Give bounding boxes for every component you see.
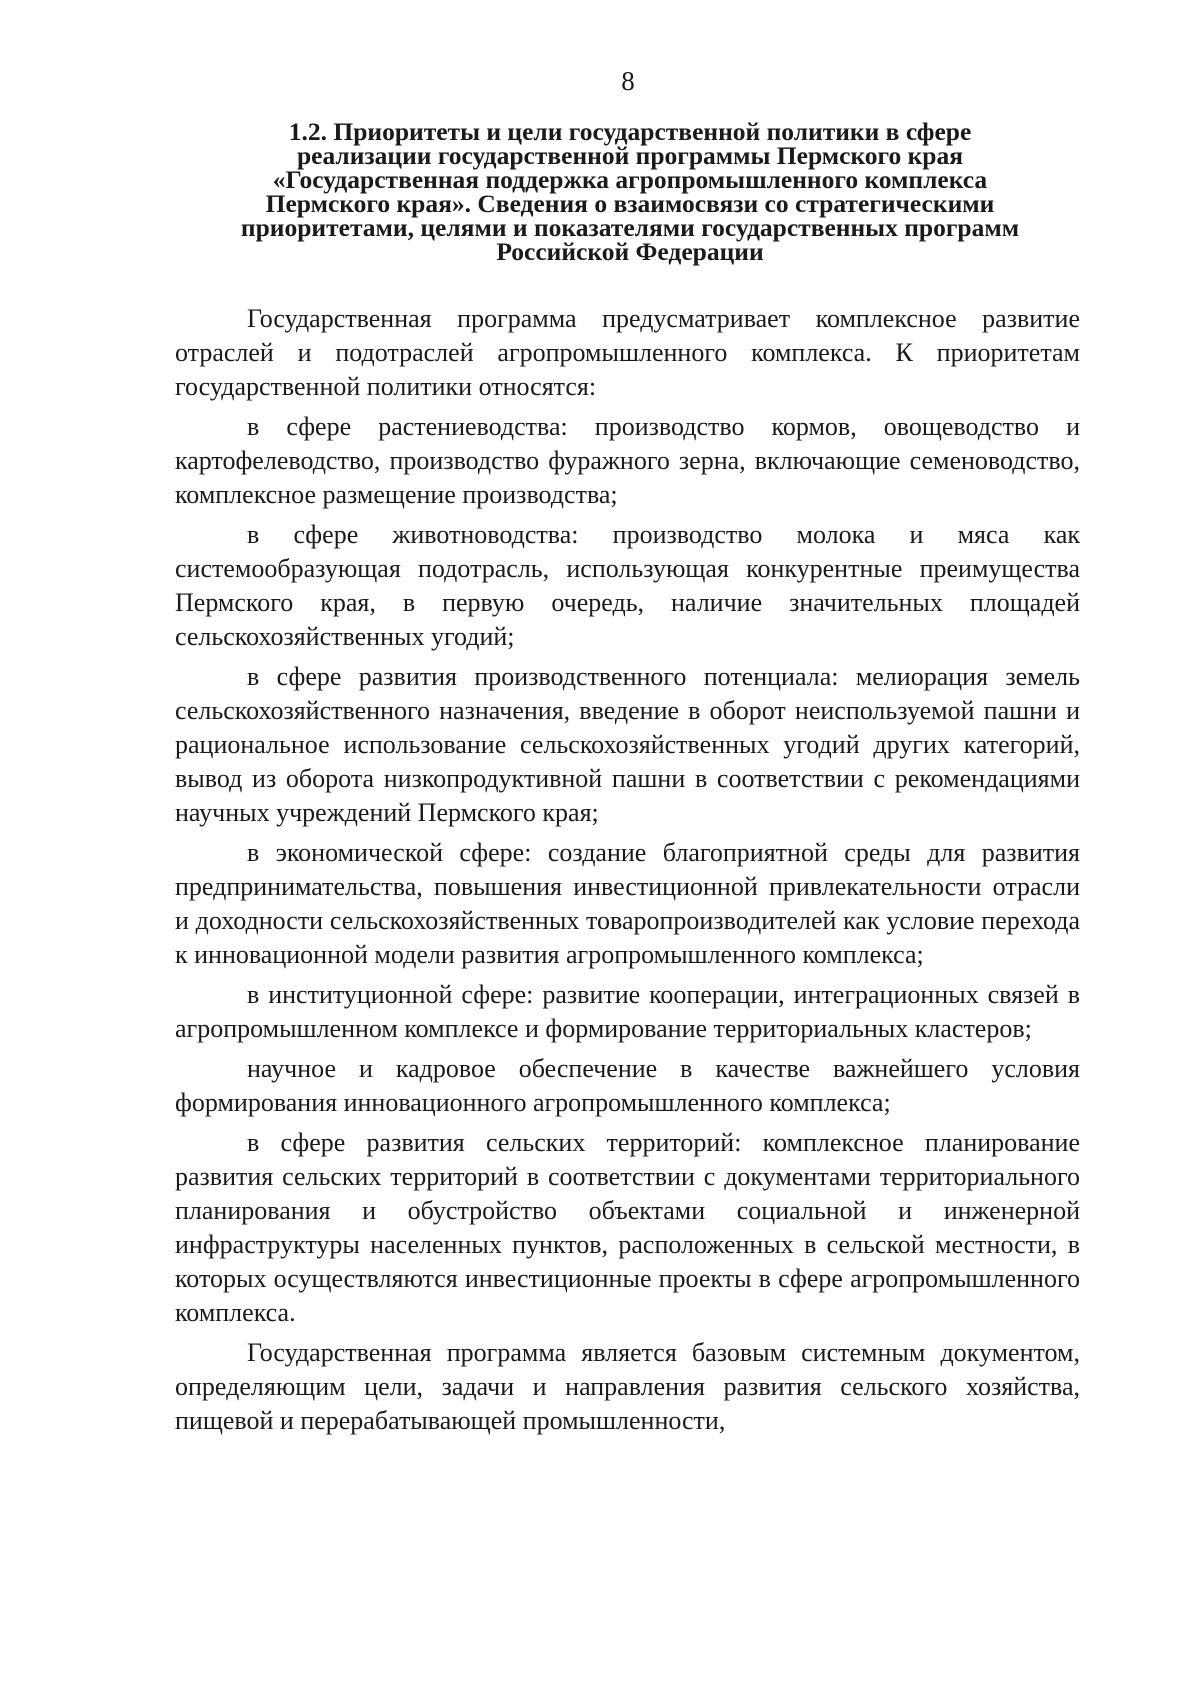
paragraph-institutional: в институционной сфере: развитие кооперации, интеграционных связей в агропромышленном комплексе и формирование территориальных кластеров; [175, 980, 1080, 1043]
paragraph-production-potential: в сфере развития производственного потенциала: мелиорация земель сельскохозяйственного назначения, введение в оборот неиспользуемой пашни и рациональное использование сельскохозяйственных угодий других категорий, вывод из оборота низкопродуктивной пашни в соответствии с рекомендациями научных учреждений Пермского края; [175, 662, 1080, 827]
paragraph-economic: в экономической сфере: создание благоприятной среды для развития предпринимательства, повышения инвестиционной привлекательности отрасли и доходности сельскохозяйственных товаропроизводителей как условие перехода к инновационной модели развития агропромышленного комплекса; [175, 838, 1080, 969]
heading-line: Российской Федерации [496, 237, 764, 266]
heading-line: реализации государственной программы Пермского края [296, 141, 964, 170]
paragraph-intro: Государственная программа предусматривает комплексное развитие отраслей и подотраслей агропромышленного комплекса. К приоритетам государственной политики относятся: [175, 304, 1080, 401]
heading-line: Пермского края». Сведения о взаимосвязи со стратегическими [265, 189, 995, 218]
paragraph-crop-production: в сфере растениеводства: производство кормов, овощеводство и картофелеводство, производство фуражного зерна, включающие семеноводство, комплексное размещение производства; [175, 412, 1080, 509]
heading-line: 1.2. Приоритеты и цели государственной политики в сфере [288, 117, 972, 146]
heading-line: «Государственная поддержка агропромышленного комплекса [272, 165, 988, 194]
paragraph-livestock: в сфере животноводства: производство молока и мяса как системообразующая подотрасль, использующая конкурентные преимущества Пермского края, в первую очередь, наличие значительных площадей сельскохозяйственных угодий; [175, 520, 1080, 651]
body-text [175, 302, 1080, 1444]
section-heading [180, 117, 1080, 266]
heading-line: приоритетами, целями и показателями государственных программ [240, 213, 1020, 242]
paragraph-rural-territories: в сфере развития сельских территорий: комплексное планирование развития сельских территорий в соответствии с документами территориального планирования и обустройство объектами социальной и инженерной инфраструктуры населенных пунктов, расположенных в сельской местности, в которых осуществляются инвестиционные проекты в сфере агропромышленного комплекса. [175, 1128, 1080, 1327]
paragraph-science-staff: научное и кадровое обеспечение в качестве важнейшего условия формирования инновационного агропромышленного комплекса; [175, 1054, 1080, 1117]
paragraph-program-base: Государственная программа является базовым системным документом, определяющим цели, задачи и направления развития сельского хозяйства, пищевой и перерабатывающей промышленности, [175, 1338, 1080, 1435]
page-number: 8 [621, 66, 635, 96]
